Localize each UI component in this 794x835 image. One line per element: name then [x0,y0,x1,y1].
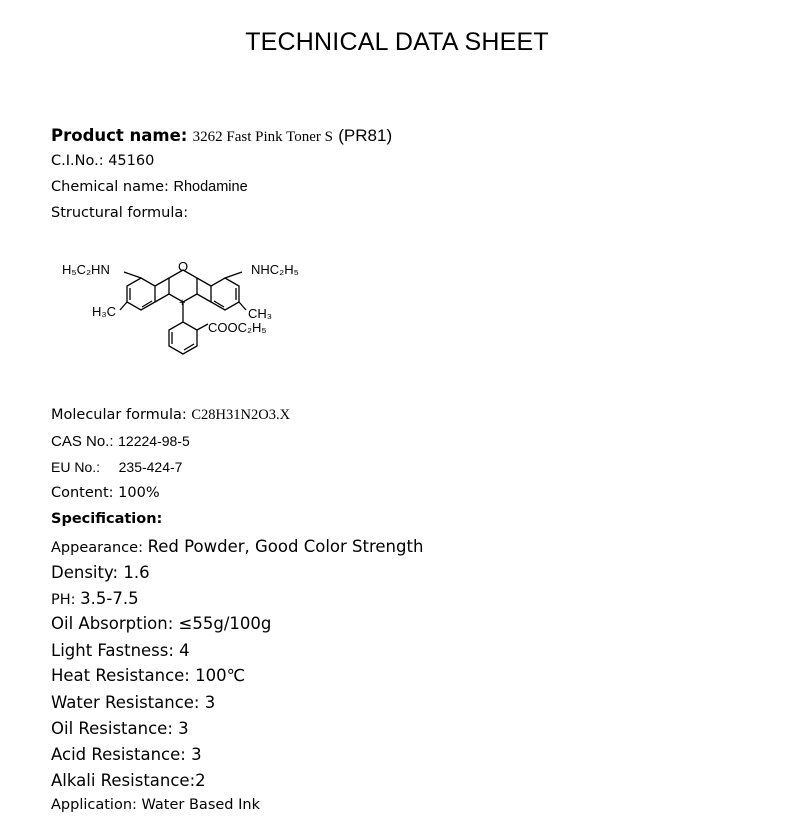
ph-line [51,589,139,608]
product-name-label: Product name: [51,126,188,145]
chemical-name-value: Rhodamine [173,179,248,195]
heat-resistance-line: Heat Resistance: 100℃ [51,666,246,685]
chemical-name-line [51,179,248,195]
appearance-line [51,537,423,556]
left-amine-group: H₅C₂HN [62,262,110,277]
ph-value: 3.5-7.5 [80,589,139,608]
ci-no-label: C.I.No.: [51,153,104,169]
acid-resistance-line: Acid Resistance: 3 [51,745,202,764]
phenyl-ring [169,322,197,354]
content-line [51,485,160,501]
ci-no-value: 45160 [108,153,155,169]
water-resistance-line: Water Resistance: 3 [51,693,216,712]
eu-no-value: 235-424-7 [118,459,183,475]
cas-no-value: 12224-98-5 [118,433,190,449]
application-line: Application: Water Based Ink [51,797,260,813]
oxygen-atom: O [178,259,189,274]
right-methyl-group: CH₃ [248,306,273,321]
oil-resistance-line: Oil Resistance: 3 [51,719,189,738]
ester-group: COOC₂H₅ [208,320,267,335]
eu-no-line [51,459,182,476]
chemical-name-label: Chemical name: [51,179,169,195]
molecular-formula-value: C28H31N2O3.X [191,407,291,423]
light-fastness-line: Light Fastness: 4 [51,641,190,660]
cas-no-label: CAS No.: [51,433,114,450]
appearance-label: Appearance: [51,540,143,556]
right-ring [211,278,239,310]
content-value: 100% [118,485,160,501]
molecular-formula-label: Molecular formula: [51,407,187,423]
oil-absorption-line: Oil Absorption: ≤55g/100g [51,614,272,633]
density-line: Density: 1.6 [51,563,150,582]
left-ring [127,278,155,310]
specification-heading: Specification: [51,511,163,527]
left-methyl-group: H₃C [92,304,117,319]
content-label: Content: [51,485,114,501]
alkali-resistance-line: Alkali Resistance:2 [51,771,206,790]
product-code: (PR81) [338,126,393,145]
cas-no-line [51,433,190,450]
ph-label: PH: [51,592,76,608]
eu-no-label: EU No.: [51,459,101,475]
page-title: TECHNICAL DATA SHEET [245,28,549,56]
structural-formula-label: Structural formula: [51,205,189,221]
appearance-value: Red Powder, Good Color Strength [147,537,424,556]
positive-charge: + [179,297,186,309]
product-name-value: 3262 Fast Pink Toner S [192,129,334,145]
molecular-formula-line [51,407,290,424]
structural-formula-diagram [58,250,328,378]
right-amine-group: NHC₂H₅ [251,262,299,277]
product-name-line [51,126,392,146]
ci-no-line [51,153,154,169]
